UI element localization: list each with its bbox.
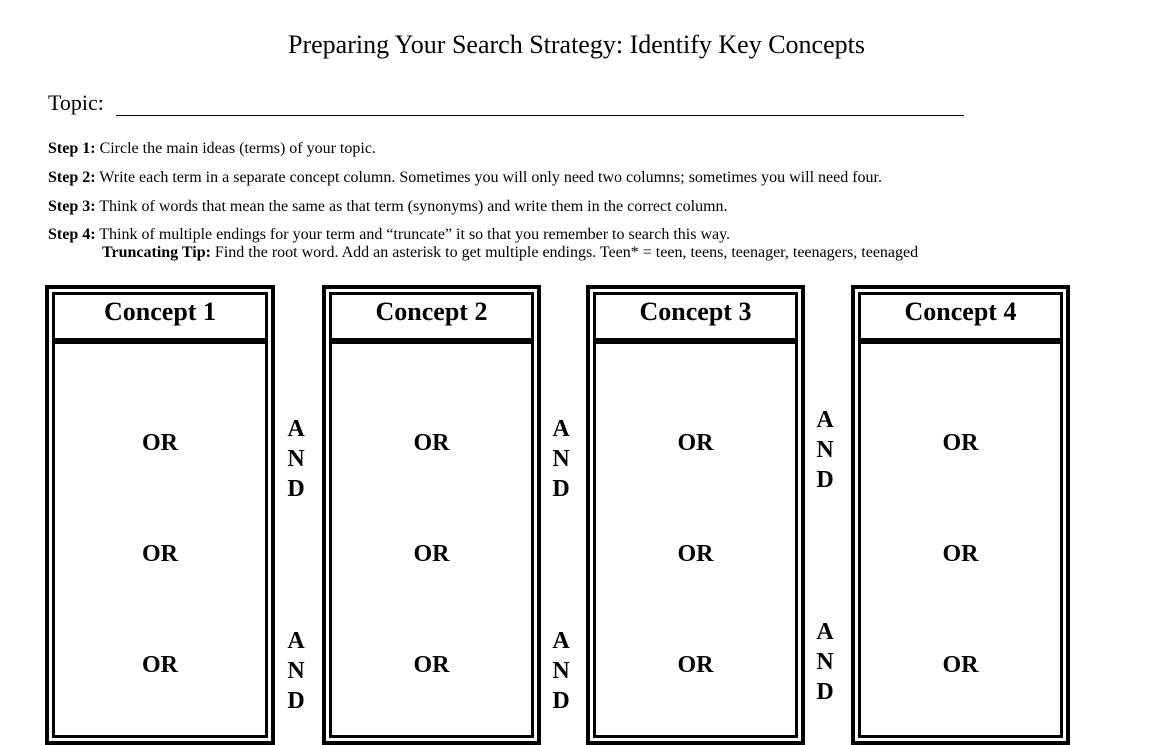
concept-column-3 [586,285,805,745]
step-text: Write each term in a separate concept column. Sometimes you will only need two columns; sometimes you will need four. [95,169,882,186]
and-connector [810,617,840,707]
step-label: Step 4: [48,226,96,243]
step-2 [48,169,882,187]
or-label: OR [413,652,450,678]
truncating-tip [102,244,918,262]
and-letter: A [552,416,570,442]
and-letter: N [816,437,834,463]
or-label: OR [142,430,178,456]
and-connector [281,414,311,504]
and-letter: D [552,476,570,502]
step-text: Circle the main ideas (terms) of your topic. [95,140,376,157]
or-label: OR [677,430,714,456]
and-letter: N [552,658,570,684]
and-letter: D [816,467,834,493]
step-3 [48,198,728,216]
or-label: OR [677,652,714,678]
and-connector [546,626,576,716]
and-letter: D [287,476,305,502]
and-letter: N [552,446,570,472]
tip-text: Find the root word. Add an asterisk to get multiple endings. Teen* = teen, teens, teenager, teenagers, teenaged [210,244,919,261]
or-label: OR [413,430,450,456]
and-connector [281,626,311,716]
topic-label: Topic: [48,90,104,115]
and-letter: A [287,628,305,654]
and-letter: A [552,628,570,654]
step-4 [48,226,730,244]
concept-header: Concept 2 [375,297,488,326]
and-letter: N [287,446,305,472]
tip-label: Truncating Tip: [102,244,211,261]
or-label: OR [413,541,450,567]
and-letter: N [816,649,834,675]
concept-column-2 [322,285,541,745]
header-divider [593,338,798,344]
step-1 [48,140,376,158]
step-label: Step 2: [48,169,96,186]
header-divider [329,338,534,344]
or-label: OR [677,541,714,567]
or-label: OR [942,652,979,678]
and-letter: D [552,688,570,714]
concept-column-4 [851,285,1070,745]
topic-field [48,90,964,116]
concept-header: Concept 4 [904,297,1017,326]
concept-column-1 [45,285,275,745]
step-text: Think of words that mean the same as that term (synonyms) and write them in the correct column. [95,198,728,215]
and-letter: A [816,407,834,433]
or-label: OR [142,652,178,678]
step-label: Step 3: [48,198,96,215]
or-label: OR [942,430,979,456]
topic-blank-line [116,91,964,116]
or-label: OR [942,541,979,567]
and-letter: A [287,416,305,442]
step-text: Think of multiple endings for your term and “truncate” it so that you remember to search this way. [95,226,731,243]
header-divider [52,338,268,344]
header-divider [858,338,1063,344]
and-letter: D [816,679,834,705]
page-title: Preparing Your Search Strategy: Identify Key Concepts [288,30,865,59]
concept-header: Concept 1 [104,297,216,326]
or-label: OR [142,541,178,567]
and-connector [546,414,576,504]
and-letter: A [816,619,834,645]
and-letter: D [287,688,305,714]
concept-header: Concept 3 [639,297,752,326]
and-connector [810,405,840,495]
step-label: Step 1: [48,140,96,157]
and-letter: N [287,658,305,684]
